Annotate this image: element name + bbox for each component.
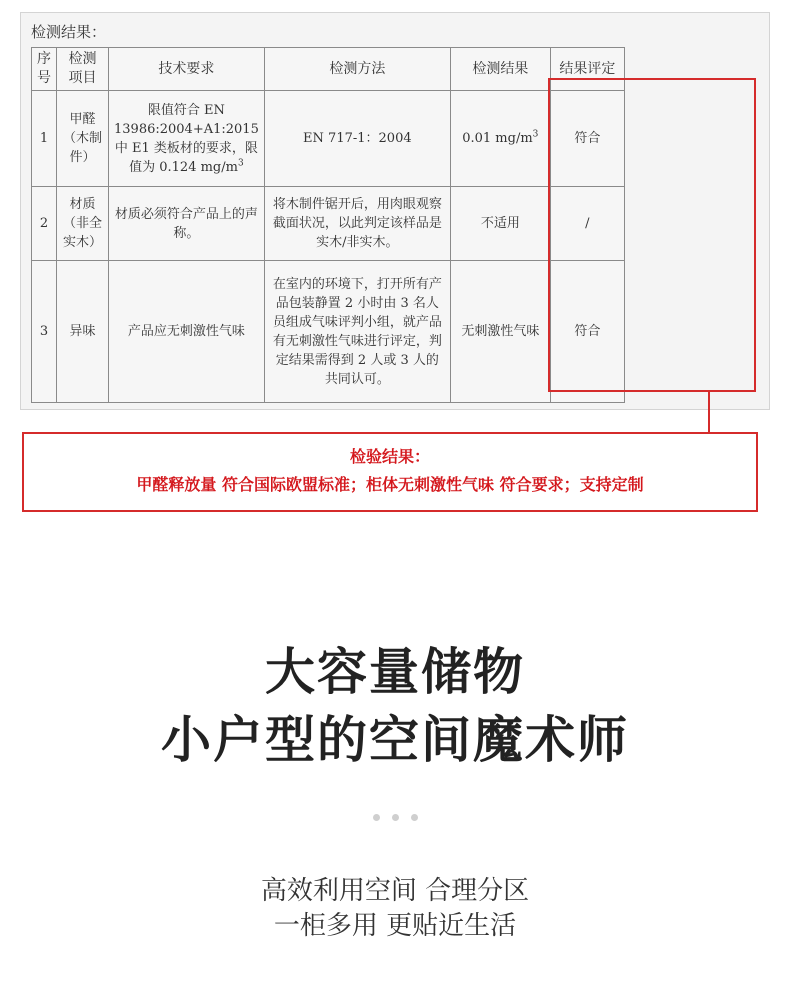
table-header-row [32, 48, 625, 91]
cell-requirement [109, 91, 265, 187]
dot [373, 814, 380, 821]
dot [392, 814, 399, 821]
cell-method: 将木制件锯开后，用肉眼观察截面状况，以此判定该样品是实木/非实木。 [264, 187, 450, 261]
cell-no: 2 [32, 187, 57, 261]
cell-judgement: 符合 [550, 91, 624, 187]
unit-superscript: 3 [237, 158, 244, 169]
report-caption: 检测结果： [31, 23, 107, 41]
requirement-text: 限值符合 EN 13986:2004+A1:2015 中 E1 类板材的要求，限值为 0.124 mg/m [114, 102, 259, 175]
verdict-callout [22, 432, 758, 512]
cell-requirement: 材质必须符合产品上的声称。 [109, 187, 265, 261]
table-row [32, 261, 625, 403]
cell-method: 在室内的环境下，打开所有产品包装静置 2 小时由 3 名人员组成气味评判小组，就产品有无刺激性气味进行评定，判定结果需得到 2 人或 3 人的共同认可。 [264, 261, 450, 403]
subtitle-line-2: 一柜多用 更贴近生活 [273, 911, 517, 941]
headline-line-2: 小户型的空间魔术师 [161, 711, 629, 769]
cell-judgement: 符合 [550, 261, 624, 403]
unit-superscript: 3 [532, 129, 539, 140]
result-highlight-box [548, 78, 756, 392]
cell-result: 无刺激性气味 [450, 261, 550, 403]
callout-connector-line [708, 392, 710, 432]
table-row [32, 187, 625, 261]
dot [411, 814, 418, 821]
cell-item: 异味 [57, 261, 109, 403]
header-judgement: 结果评定 [550, 48, 624, 91]
cell-item: 材质（非全实木） [57, 187, 109, 261]
header-requirement: 技术要求 [109, 48, 265, 91]
verdict-title: 检验结果： [349, 447, 430, 466]
cell-judgement: / [550, 187, 624, 261]
header-method: 检测方法 [264, 48, 450, 91]
cell-requirement: 产品应无刺激性气味 [109, 261, 265, 403]
result-text: 0.01 mg/m [462, 131, 533, 146]
cell-no: 3 [32, 261, 57, 403]
cell-result [450, 91, 550, 187]
header-item: 检测项目 [57, 48, 109, 91]
cell-method: EN 717-1：2004 [264, 91, 450, 187]
table-row [32, 91, 625, 187]
cell-item: 甲醛（木制件） [57, 91, 109, 187]
header-result: 检测结果 [450, 48, 550, 91]
cell-result: 不适用 [450, 187, 550, 261]
cell-no: 1 [32, 91, 57, 187]
divider-dots [0, 814, 790, 821]
test-results-table [31, 47, 625, 403]
subtitle-line-1: 高效利用空间 合理分区 [260, 876, 530, 906]
headline-line-1: 大容量储物 [265, 643, 525, 701]
verdict-text: 甲醛释放量 符合国际欧盟标准；柜体无刺激性气味 符合要求；支持定制 [136, 475, 644, 494]
header-no: 序号 [32, 48, 57, 91]
